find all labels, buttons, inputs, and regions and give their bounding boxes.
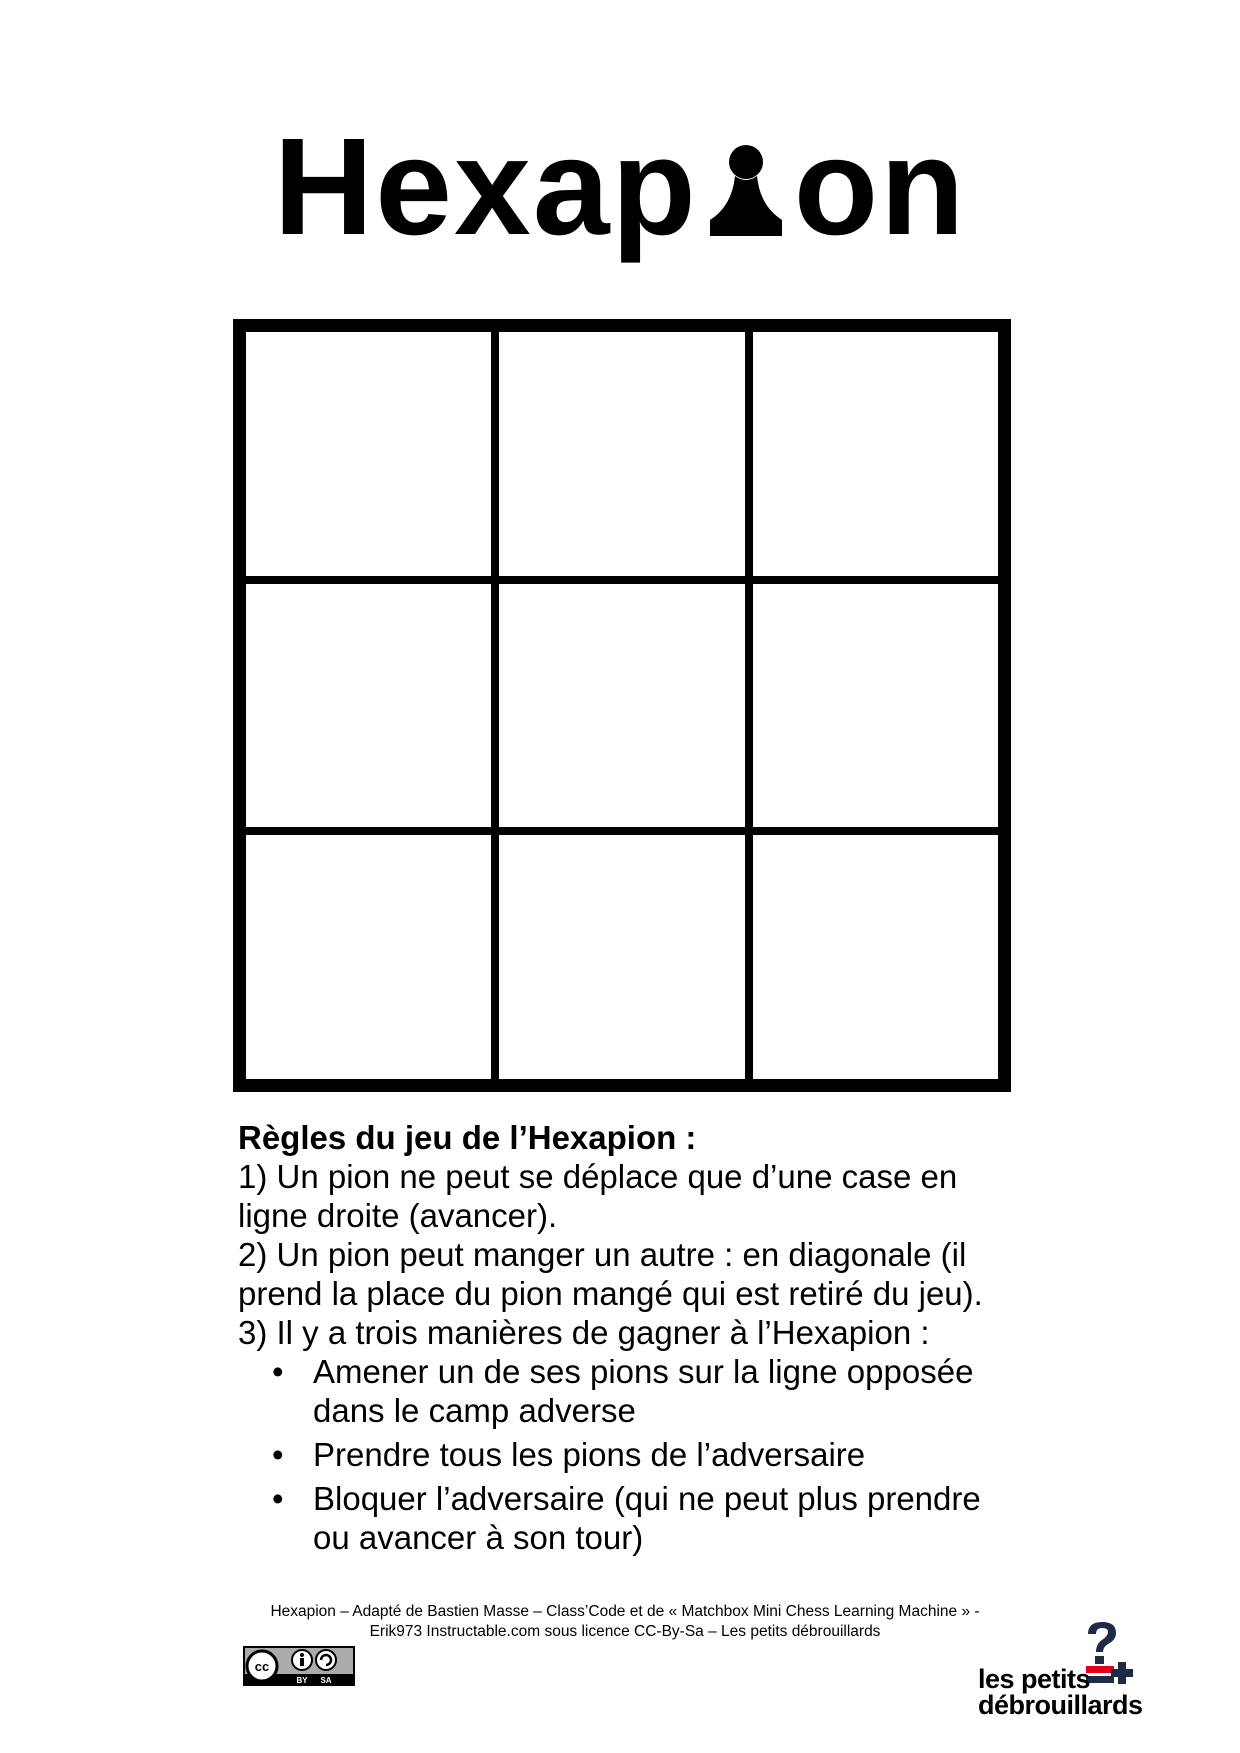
- rule-line: prend la place du pion mangé qui est retiré du jeu).: [238, 1275, 983, 1312]
- sa-text: SA: [320, 1676, 332, 1685]
- list-item-text: Bloquer l’adversaire (qui ne peut plus prendre: [313, 1480, 981, 1517]
- list-item: [238, 1479, 1038, 1557]
- game-board: [233, 319, 1011, 1092]
- list-item-text: dans le camp adverse: [313, 1392, 636, 1429]
- list-item-text: Amener un de ses pions sur la ligne opposée: [313, 1353, 974, 1390]
- title-part-1: Hexap: [273, 110, 698, 264]
- rules-heading: Règles du jeu de l’Hexapion :: [238, 1119, 697, 1156]
- cc-text: cc: [254, 1659, 270, 1674]
- win-conditions-list: [238, 1352, 1038, 1557]
- les-petits-debrouillards-logo: [978, 1620, 1158, 1720]
- board-cell-a3[interactable]: [242, 328, 495, 580]
- rule-line: 2) Un pion peut manger un autre : en diagonale (il: [238, 1236, 967, 1273]
- page-title: [0, 110, 1240, 264]
- credit-footer: [230, 1602, 1020, 1642]
- bullet: •: [272, 1480, 284, 1517]
- board-cell-c2[interactable]: [749, 580, 1002, 832]
- rule-line: 3) Il y a trois manières de gagner à l’Hexapion :: [238, 1314, 930, 1351]
- list-item: [238, 1352, 1038, 1430]
- logo-line-2: débrouillards: [978, 1690, 1143, 1720]
- credit-line-1: Hexapion – Adapté de Bastien Masse – Class’Code et de « Matchbox Mini Chess Learning Machine » -: [270, 1603, 980, 1620]
- rule-line: ligne droite (avancer).: [238, 1197, 558, 1234]
- cc-by-sa-license-icon: [243, 1646, 355, 1686]
- list-item: [238, 1435, 1038, 1474]
- logo-line-1: les petits: [978, 1664, 1091, 1694]
- list-item-text: ou avancer à son tour): [313, 1519, 644, 1556]
- list-item-text: Prendre tous les pions de l’adversaire: [313, 1436, 866, 1473]
- bullet: •: [272, 1353, 284, 1390]
- by-text: BY: [296, 1676, 308, 1685]
- board-cell-a2[interactable]: [242, 580, 495, 832]
- chess-pawn-icon: [702, 136, 790, 236]
- rule-line: 1) Un pion ne peut se déplace que d’une case en: [238, 1158, 958, 1195]
- board-cell-c3[interactable]: [749, 328, 1002, 580]
- logo-text: [978, 1620, 1143, 1720]
- board-cell-a1[interactable]: [242, 831, 495, 1083]
- board-cell-b1[interactable]: [495, 831, 748, 1083]
- board-cell-b2[interactable]: [495, 580, 748, 832]
- title-part-2: on: [793, 110, 967, 264]
- board-cell-c1[interactable]: [749, 831, 1002, 1083]
- board-cell-b3[interactable]: [495, 328, 748, 580]
- bullet: •: [272, 1436, 284, 1473]
- credit-line-2: Erik973 Instructable.com sous licence CC-By-Sa – Les petits débrouillards: [369, 1623, 881, 1640]
- rules-section: [238, 1118, 1038, 1562]
